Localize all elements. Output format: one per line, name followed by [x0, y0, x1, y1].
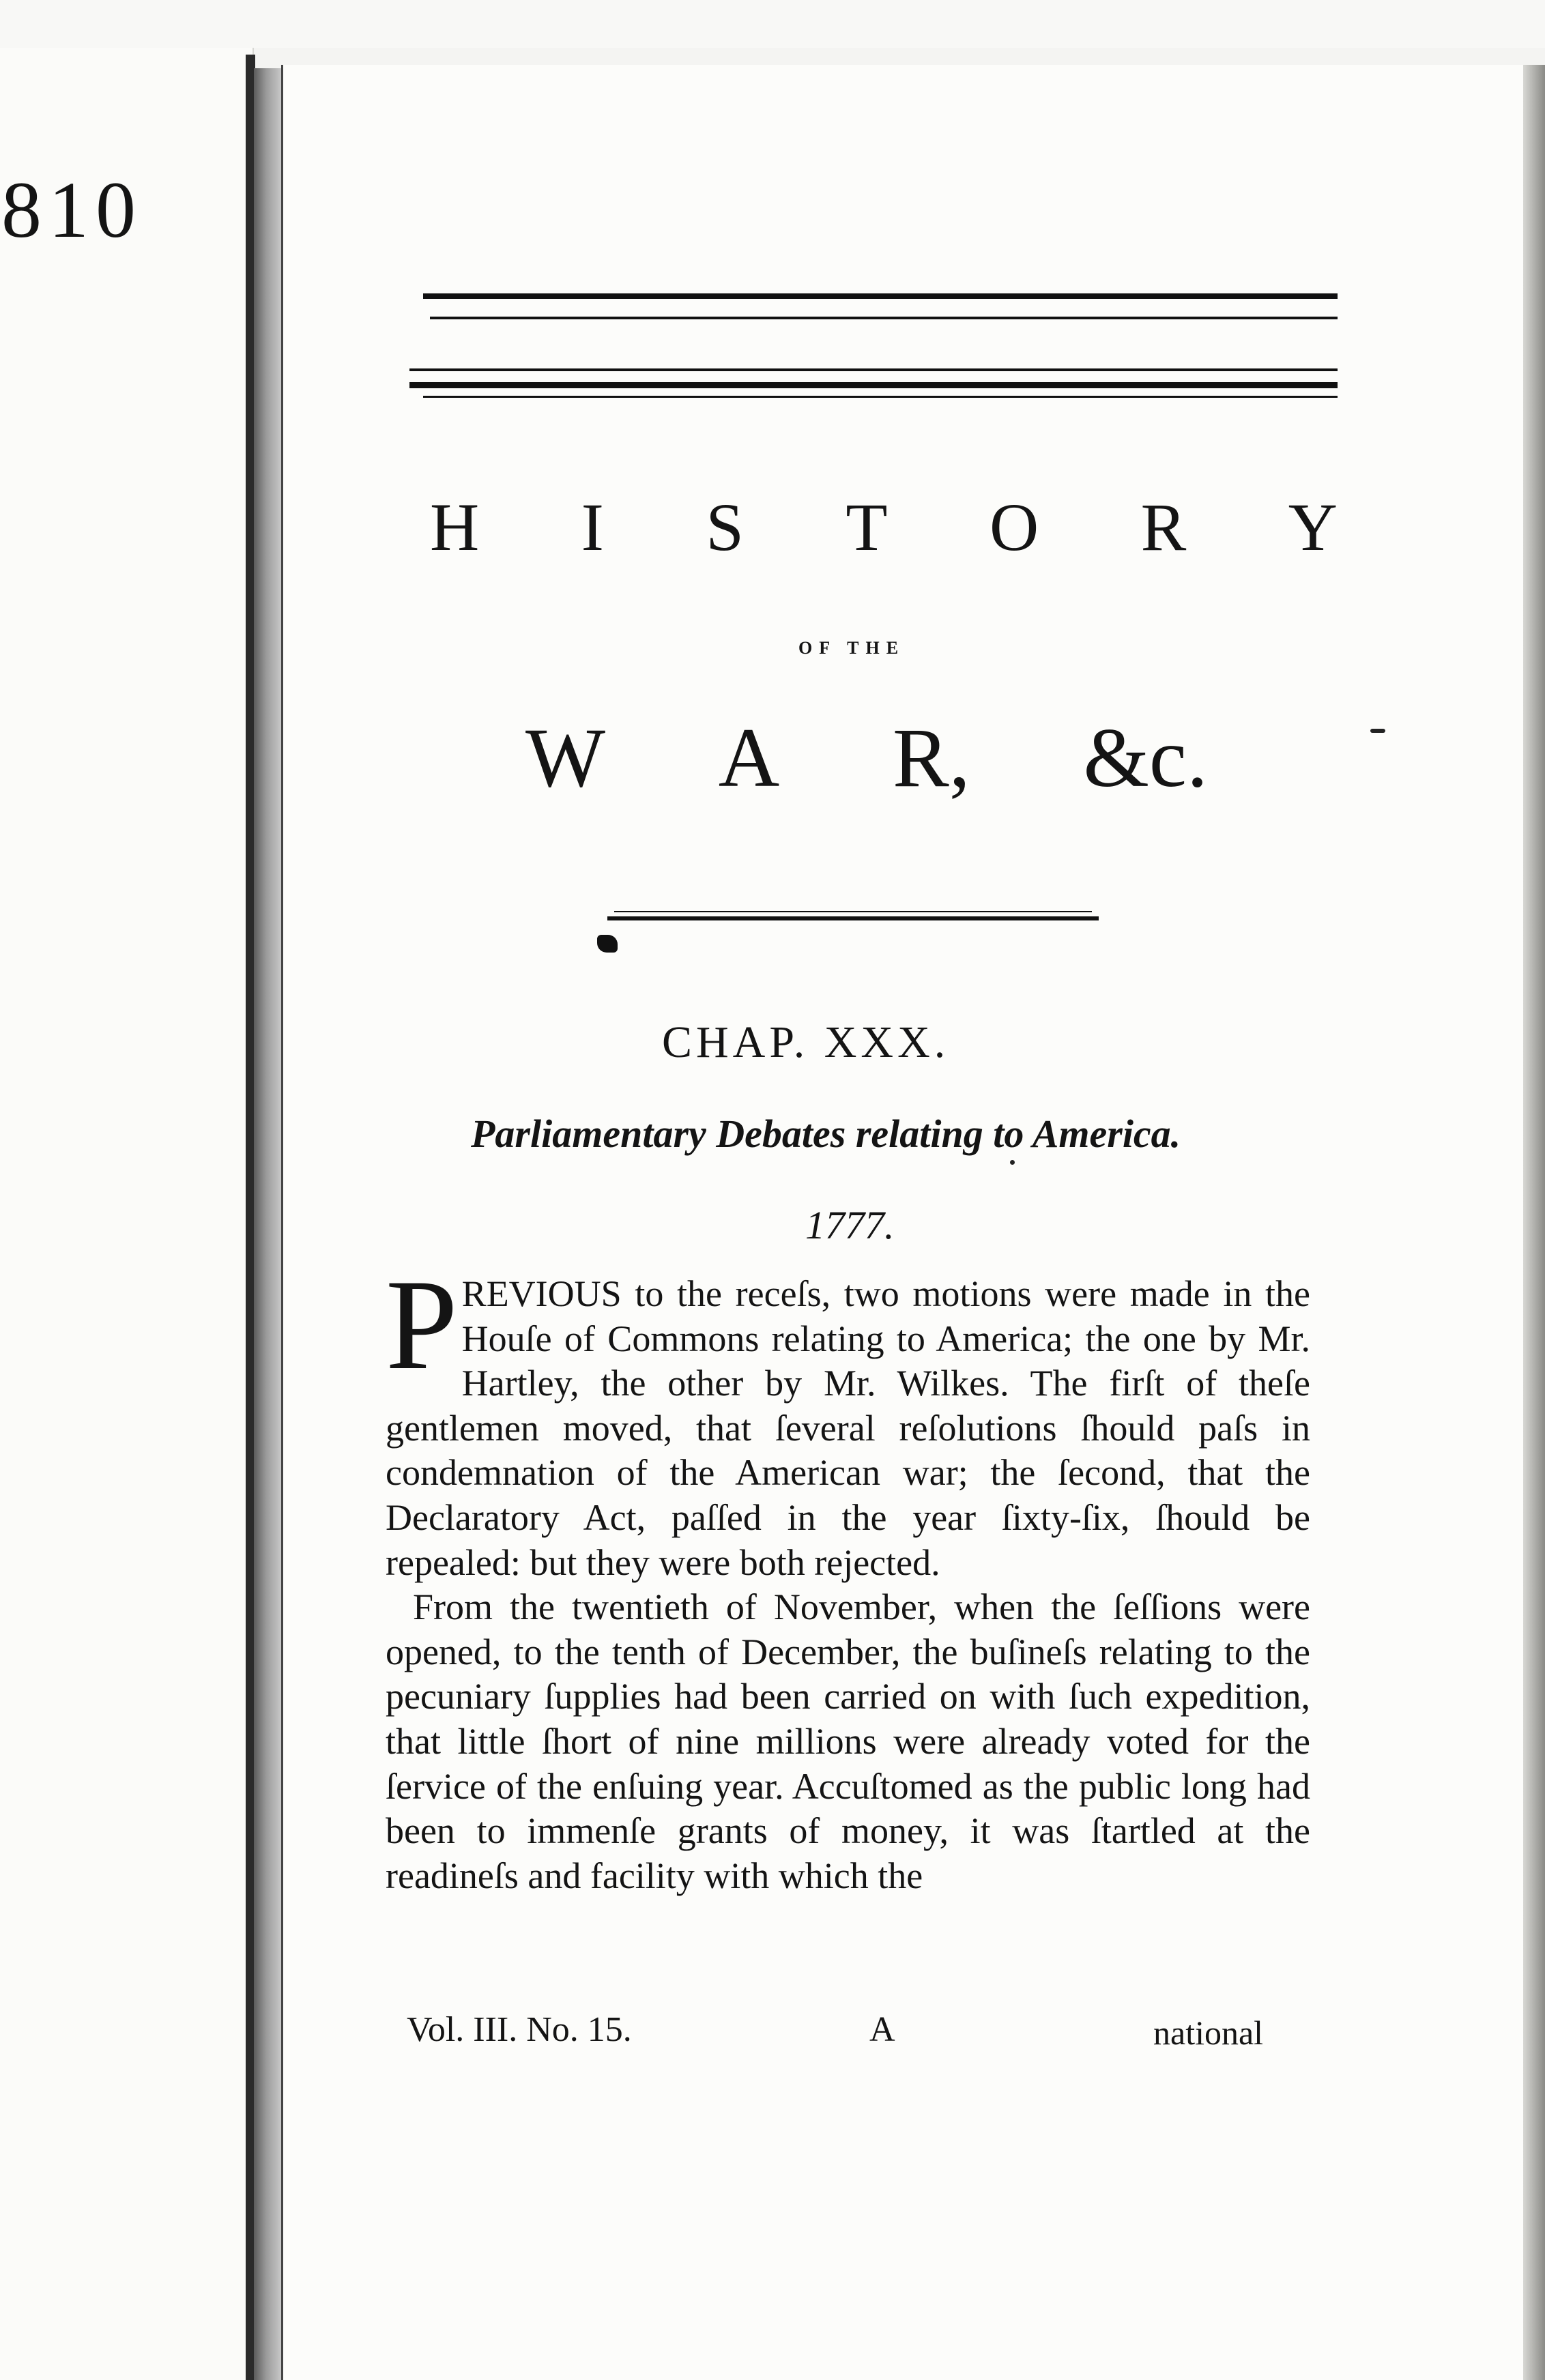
title-letter: S [706, 489, 744, 565]
footer-signature: A [869, 2010, 895, 2049]
title-war-part: A [718, 711, 780, 804]
drop-cap: P [386, 1253, 458, 1397]
title-war [525, 710, 1208, 807]
chapter-heading: CHAP. XXX. [662, 1017, 950, 1067]
binding-gutter [254, 68, 281, 2380]
top-rule-4 [409, 382, 1338, 388]
top-rule-5 [423, 396, 1338, 398]
title-letter: R [1140, 489, 1187, 565]
left-page [0, 48, 254, 2380]
page-edge [1523, 65, 1545, 2380]
title-letter: I [581, 489, 604, 565]
title-war-part: W [525, 711, 606, 804]
footer-catchword: national [1153, 2014, 1264, 2052]
ornament-mark [597, 935, 618, 953]
chapter-subheading: Parliamentary Debates relating to America. [471, 1112, 1181, 1156]
middle-rule [607, 916, 1099, 920]
title-letter: Y [1288, 489, 1338, 565]
title-war-part: R, [893, 711, 970, 804]
footer-volume: Vol. III. No. 15. [407, 2010, 632, 2049]
top-rule-3 [409, 368, 1338, 371]
title-letter: O [989, 489, 1039, 565]
body-text [386, 1253, 1310, 1898]
left-page-number: 810 [1, 165, 143, 255]
ink-speck [1010, 1160, 1015, 1165]
title-history [430, 488, 1338, 566]
paragraph [386, 1585, 1310, 1898]
title-letter: T [846, 489, 888, 565]
title-letter: H [430, 489, 480, 565]
top-rule-2 [430, 317, 1338, 319]
chapter-year: 1777. [805, 1203, 895, 1247]
paragraph [386, 1253, 1310, 1585]
top-rule-1 [423, 293, 1338, 299]
paragraph-text: From the twentieth of November, when the ſeſſions were opened, to the tenth of December, the buſineſs relating to the pecuniary ſupplies had been carried on with ſuch expedition, that little ſhort of nine millions were already voted for the ſervice of the enſuing year. Accuſtomed as the public long had been to immenſe grants of money, it was ſtartled at the readineſs and facility with which the [386, 1586, 1310, 1896]
title-war-part: &c. [1083, 711, 1208, 804]
ink-speck [1370, 729, 1385, 733]
paragraph-text: REVIOUS to the receſs, two motions were made in the Houſe of Commons relating to America; the one by Mr. Hartley, the other by Mr. Wilkes. The firſt of theſe gentlemen moved, that ſeveral reſolutions ſhould paſs in condemnation of the American war; the ſecond, that the Declaratory Act, paſſed in the year ſixty-ſix, ſhould be repealed: but they were both rejected. [386, 1273, 1310, 1583]
title-of-the: OF THE [798, 638, 906, 658]
scan-background [0, 0, 1545, 48]
middle-rule-thin [614, 911, 1092, 912]
